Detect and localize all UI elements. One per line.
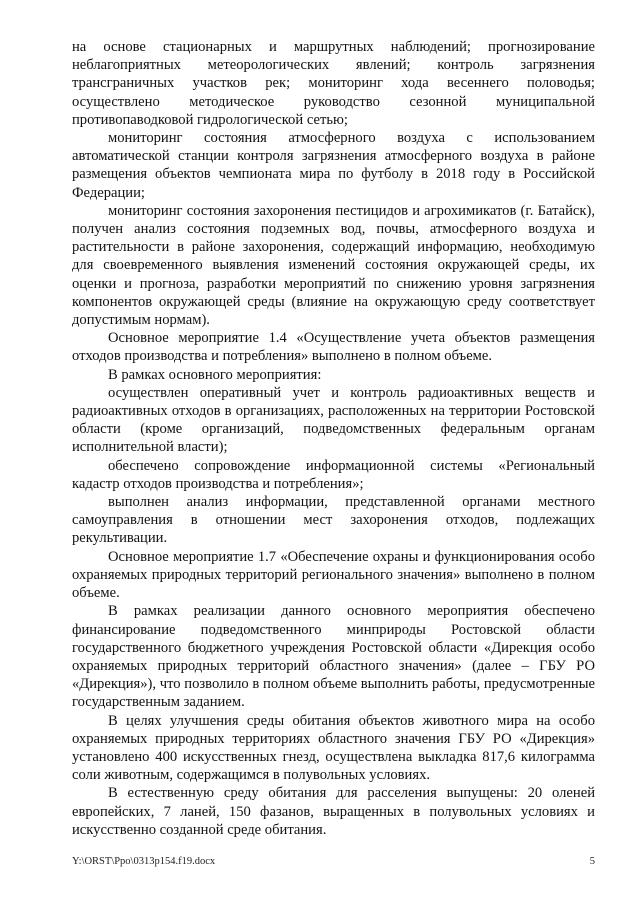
document-body: [72, 38, 595, 839]
paragraph-5: В рамках основного мероприятия:: [108, 366, 322, 383]
paragraph-3: мониторинг состояния захоронения пестицидов и агрохимикатов (г. Батайск), получен анализ состояния подземных вод, почвы, атмосферного воздуха и растительности в районе захоронения, содержащий информацию, необходимую для своевременного выявления изменений состояния окружающей среды, их оценки и прогноза, разработки мероприятий по снижению уровня загрязнения компонентов окружающей среды (влияние на окружающую среду соответствует допустимым нормам).: [72, 202, 595, 329]
paragraph-4: Основное мероприятие 1.4 «Осуществление учета объектов размещения отходов производства и потребления» выполнено в полном объеме.: [72, 330, 595, 365]
paragraph-2: мониторинг состояния атмосферного воздуха с использованием автоматической станции контроля загрязнения атмосферного воздуха в районе размещения объектов чемпионата мира по футболу в 2018 году в Российской Федерации;: [72, 130, 595, 201]
page-number: 5: [589, 856, 595, 867]
paragraph-1: на основе стационарных и маршрутных наблюдений; прогнозирование неблагоприятных метеорологических явлений; контроль загрязнения трансграничных участков рек; мониторинг хода весеннего половодья; осуществлено методическое руководство сезонной муниципальной противопаводковой гидрологической сетью;: [72, 39, 595, 128]
paragraph-6: осуществлен оперативный учет и контроль радиоактивных веществ и радиоактивных отходов в организациях, расположенных на территории Ростовской области (кроме организаций, подведомственных федеральным органам исполнительной власти);: [72, 384, 595, 456]
paragraph-10: В рамках реализации данного основного мероприятия обеспечено финансирование подведомственного минприроды Ростовской области государственного бюджетного учреждения Ростовской области «Дирекция особо охраняемых природных территорий областного значения» (далее – ГБУ РО «Дирекция»), что позволило в полном объеме выполнить работы, предусмотренные государственным заданием.: [72, 603, 595, 711]
paragraph-12: В естественную среду обитания для расселения выпущены: 20 оленей европейских, 7 ланей, 150 фазанов, выращенных в полувольных условиях и искусственно созданной среде обитания.: [72, 785, 595, 838]
paragraph-9: Основное мероприятие 1.7 «Обеспечение охраны и функционирования особо охраняемых природных территорий регионального значения» выполнено в полном объеме.: [72, 548, 595, 602]
paragraph-11: В целях улучшения среды обитания объектов животного мира на особо охраняемых природных территориях областного значения ГБУ РО «Дирекция» установлено 400 искусственных гнезд, осуществлена выкладка 817,6 килограмма соли животным, содержащимся в полувольных условиях.: [72, 712, 595, 784]
paragraph-7: обеспечено сопровождение информационной системы «Региональный кадастр отходов производства и потребления»;: [72, 457, 595, 492]
paragraph-8: выполнен анализ информации, представленной органами местного самоуправления в отношении мест захоронения отходов, подлежащих рекультивации.: [72, 494, 595, 547]
file-path: Y:\ORST\Ppo\0313p154.f19.docx: [72, 856, 216, 867]
